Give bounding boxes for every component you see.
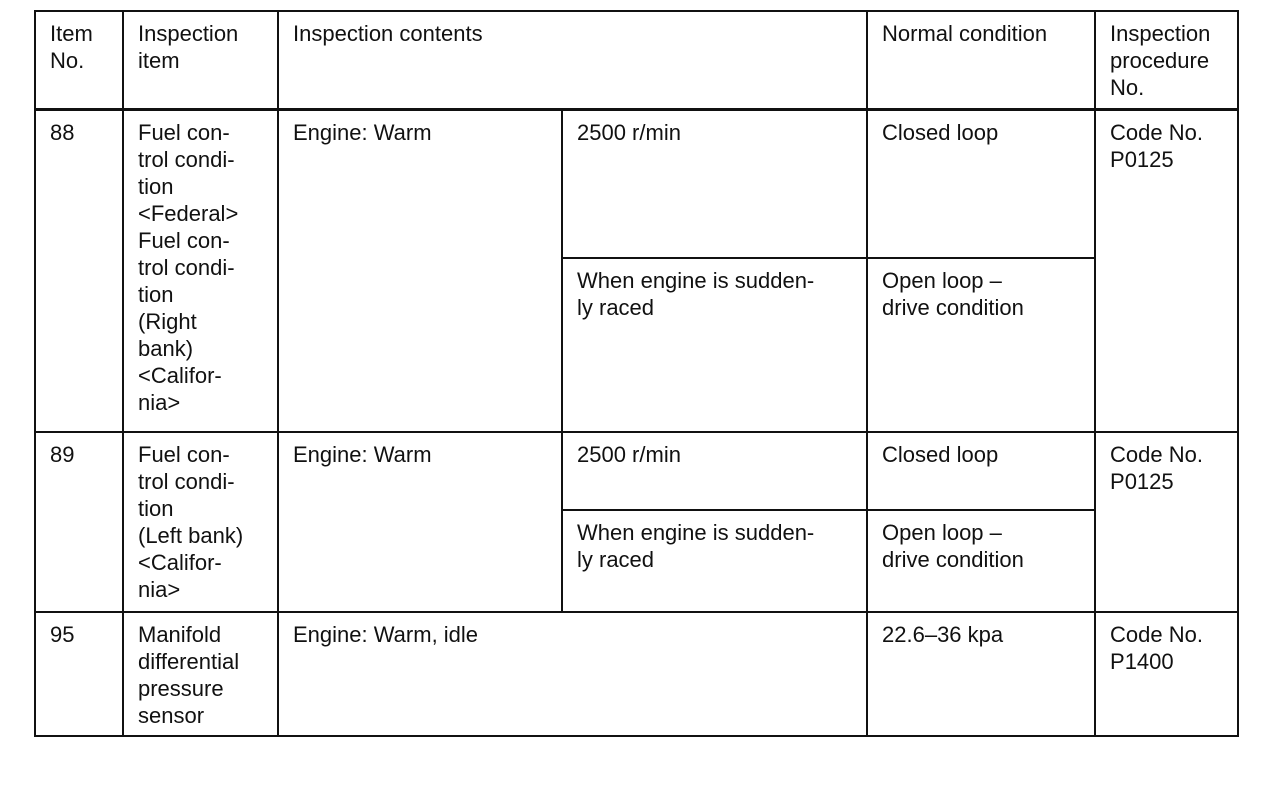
inspection-contents-cell: Engine: Warm [278, 432, 562, 612]
condition-state-cell: When engine is sudden- ly raced [562, 510, 867, 612]
header-inspection-item: Inspection item [123, 11, 278, 110]
procedure-no-cell: Code No. P0125 [1095, 432, 1238, 612]
inspection-item-cell: Fuel con- trol condi- tion (Left bank) <Califor- nia> [123, 432, 278, 612]
inspection-table [34, 10, 1239, 737]
normal-condition-cell: 22.6–36 kpa [867, 612, 1095, 736]
normal-condition-cell: Closed loop [867, 110, 1095, 259]
procedure-no-cell: Code No. P0125 [1095, 110, 1238, 433]
procedure-no-cell: Code No. P1400 [1095, 612, 1238, 736]
item-no-cell: 95 [35, 612, 123, 736]
inspection-table-container [34, 10, 1239, 737]
header-procedure-no: Inspection procedure No. [1095, 11, 1238, 110]
header-row [35, 11, 1238, 110]
normal-condition-cell: Open loop – drive condition [867, 510, 1095, 612]
condition-state-cell: 2500 r/min [562, 110, 867, 259]
inspection-contents-cell: Engine: Warm [278, 110, 562, 433]
header-normal-condition: Normal condition [867, 11, 1095, 110]
condition-state-cell: 2500 r/min [562, 432, 867, 510]
inspection-item-cell: Fuel con- trol condi- tion <Federal> Fuel con- trol condi- tion (Right bank) <Califor- nia> [123, 110, 278, 433]
table-row [35, 110, 1238, 259]
table-row [35, 432, 1238, 510]
inspection-item-cell: Manifold differential pressure sensor [123, 612, 278, 736]
inspection-contents-cell: Engine: Warm, idle [278, 612, 867, 736]
condition-state-cell: When engine is sudden- ly raced [562, 258, 867, 432]
normal-condition-cell: Closed loop [867, 432, 1095, 510]
item-no-cell: 89 [35, 432, 123, 612]
table-row [35, 612, 1238, 736]
header-inspection-contents: Inspection contents [278, 11, 867, 110]
item-no-cell: 88 [35, 110, 123, 433]
header-item-no: Item No. [35, 11, 123, 110]
normal-condition-cell: Open loop – drive condition [867, 258, 1095, 432]
